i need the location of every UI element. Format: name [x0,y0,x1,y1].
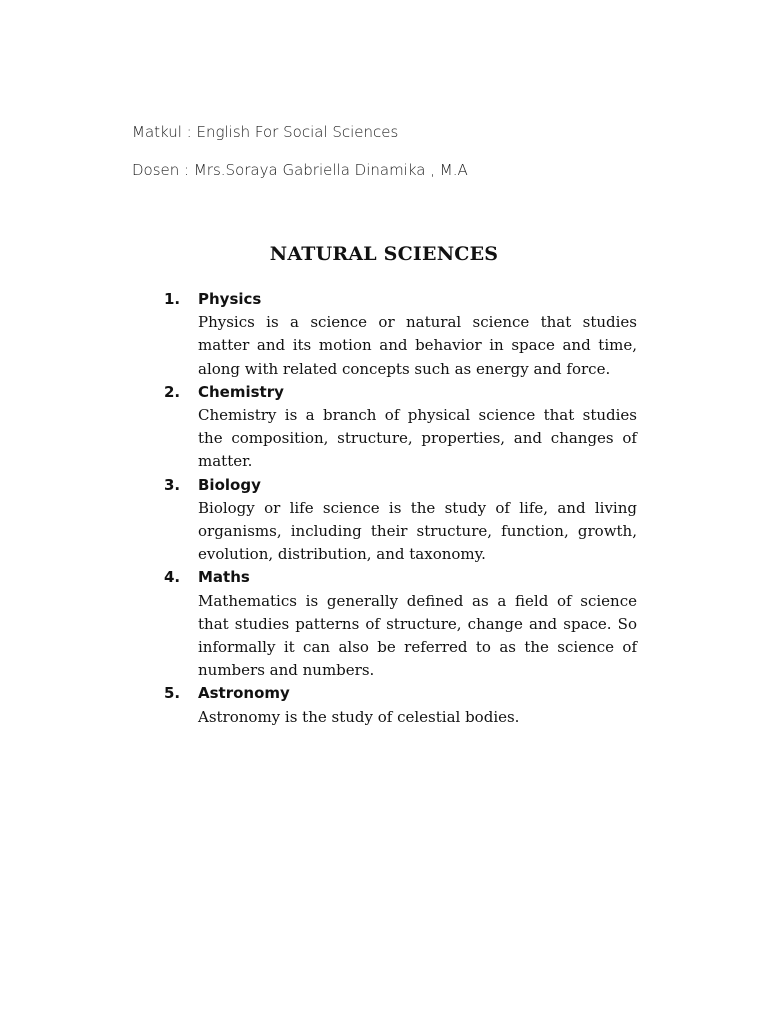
item-heading: Astronomy [198,684,290,703]
list-item-maths [164,566,637,682]
item-description: Physics is a science or natural science that studies matter and its motion and behavior in space and time, along with related concepts such as energy and force. [198,313,637,378]
list-item-astronomy [164,682,637,728]
list-item-biology [164,474,637,567]
item-heading: Physics [198,290,262,308]
item-number: 1. [164,290,181,308]
item-description: Biology or life science is the study of life, and living organisms, including their structure, function, growth, evolution, distribution, and taxonomy. [198,498,637,564]
item-description: Mathematics is generally defined as a field of science that studies patterns of structure, change and space. So informally it can also be referred to as the science of numbers and numbers. [198,591,637,680]
item-heading: Biology [198,475,261,494]
list-item-chemistry [164,381,637,474]
item-number: 3. [164,475,181,494]
item-description: Astronomy is the study of celestial bodies. [198,707,520,726]
page-title: NATURAL SCIENCES [269,243,499,265]
item-number: 2. [164,382,181,401]
item-heading: Chemistry [198,382,284,401]
item-number: 5. [164,684,181,703]
list-item-physics [164,288,637,381]
lecturer-label: Dosen : Mrs.Soraya Gabriella Dinamika , M.A [132,161,468,179]
item-heading: Maths [198,568,250,587]
course-label: Matkul : English For Social Sciences [132,123,399,141]
item-number: 4. [164,568,181,587]
science-list [164,288,637,729]
item-description: Chemistry is a branch of physical science that studies the composition, structure, properties, and changes of matter. [198,406,637,471]
